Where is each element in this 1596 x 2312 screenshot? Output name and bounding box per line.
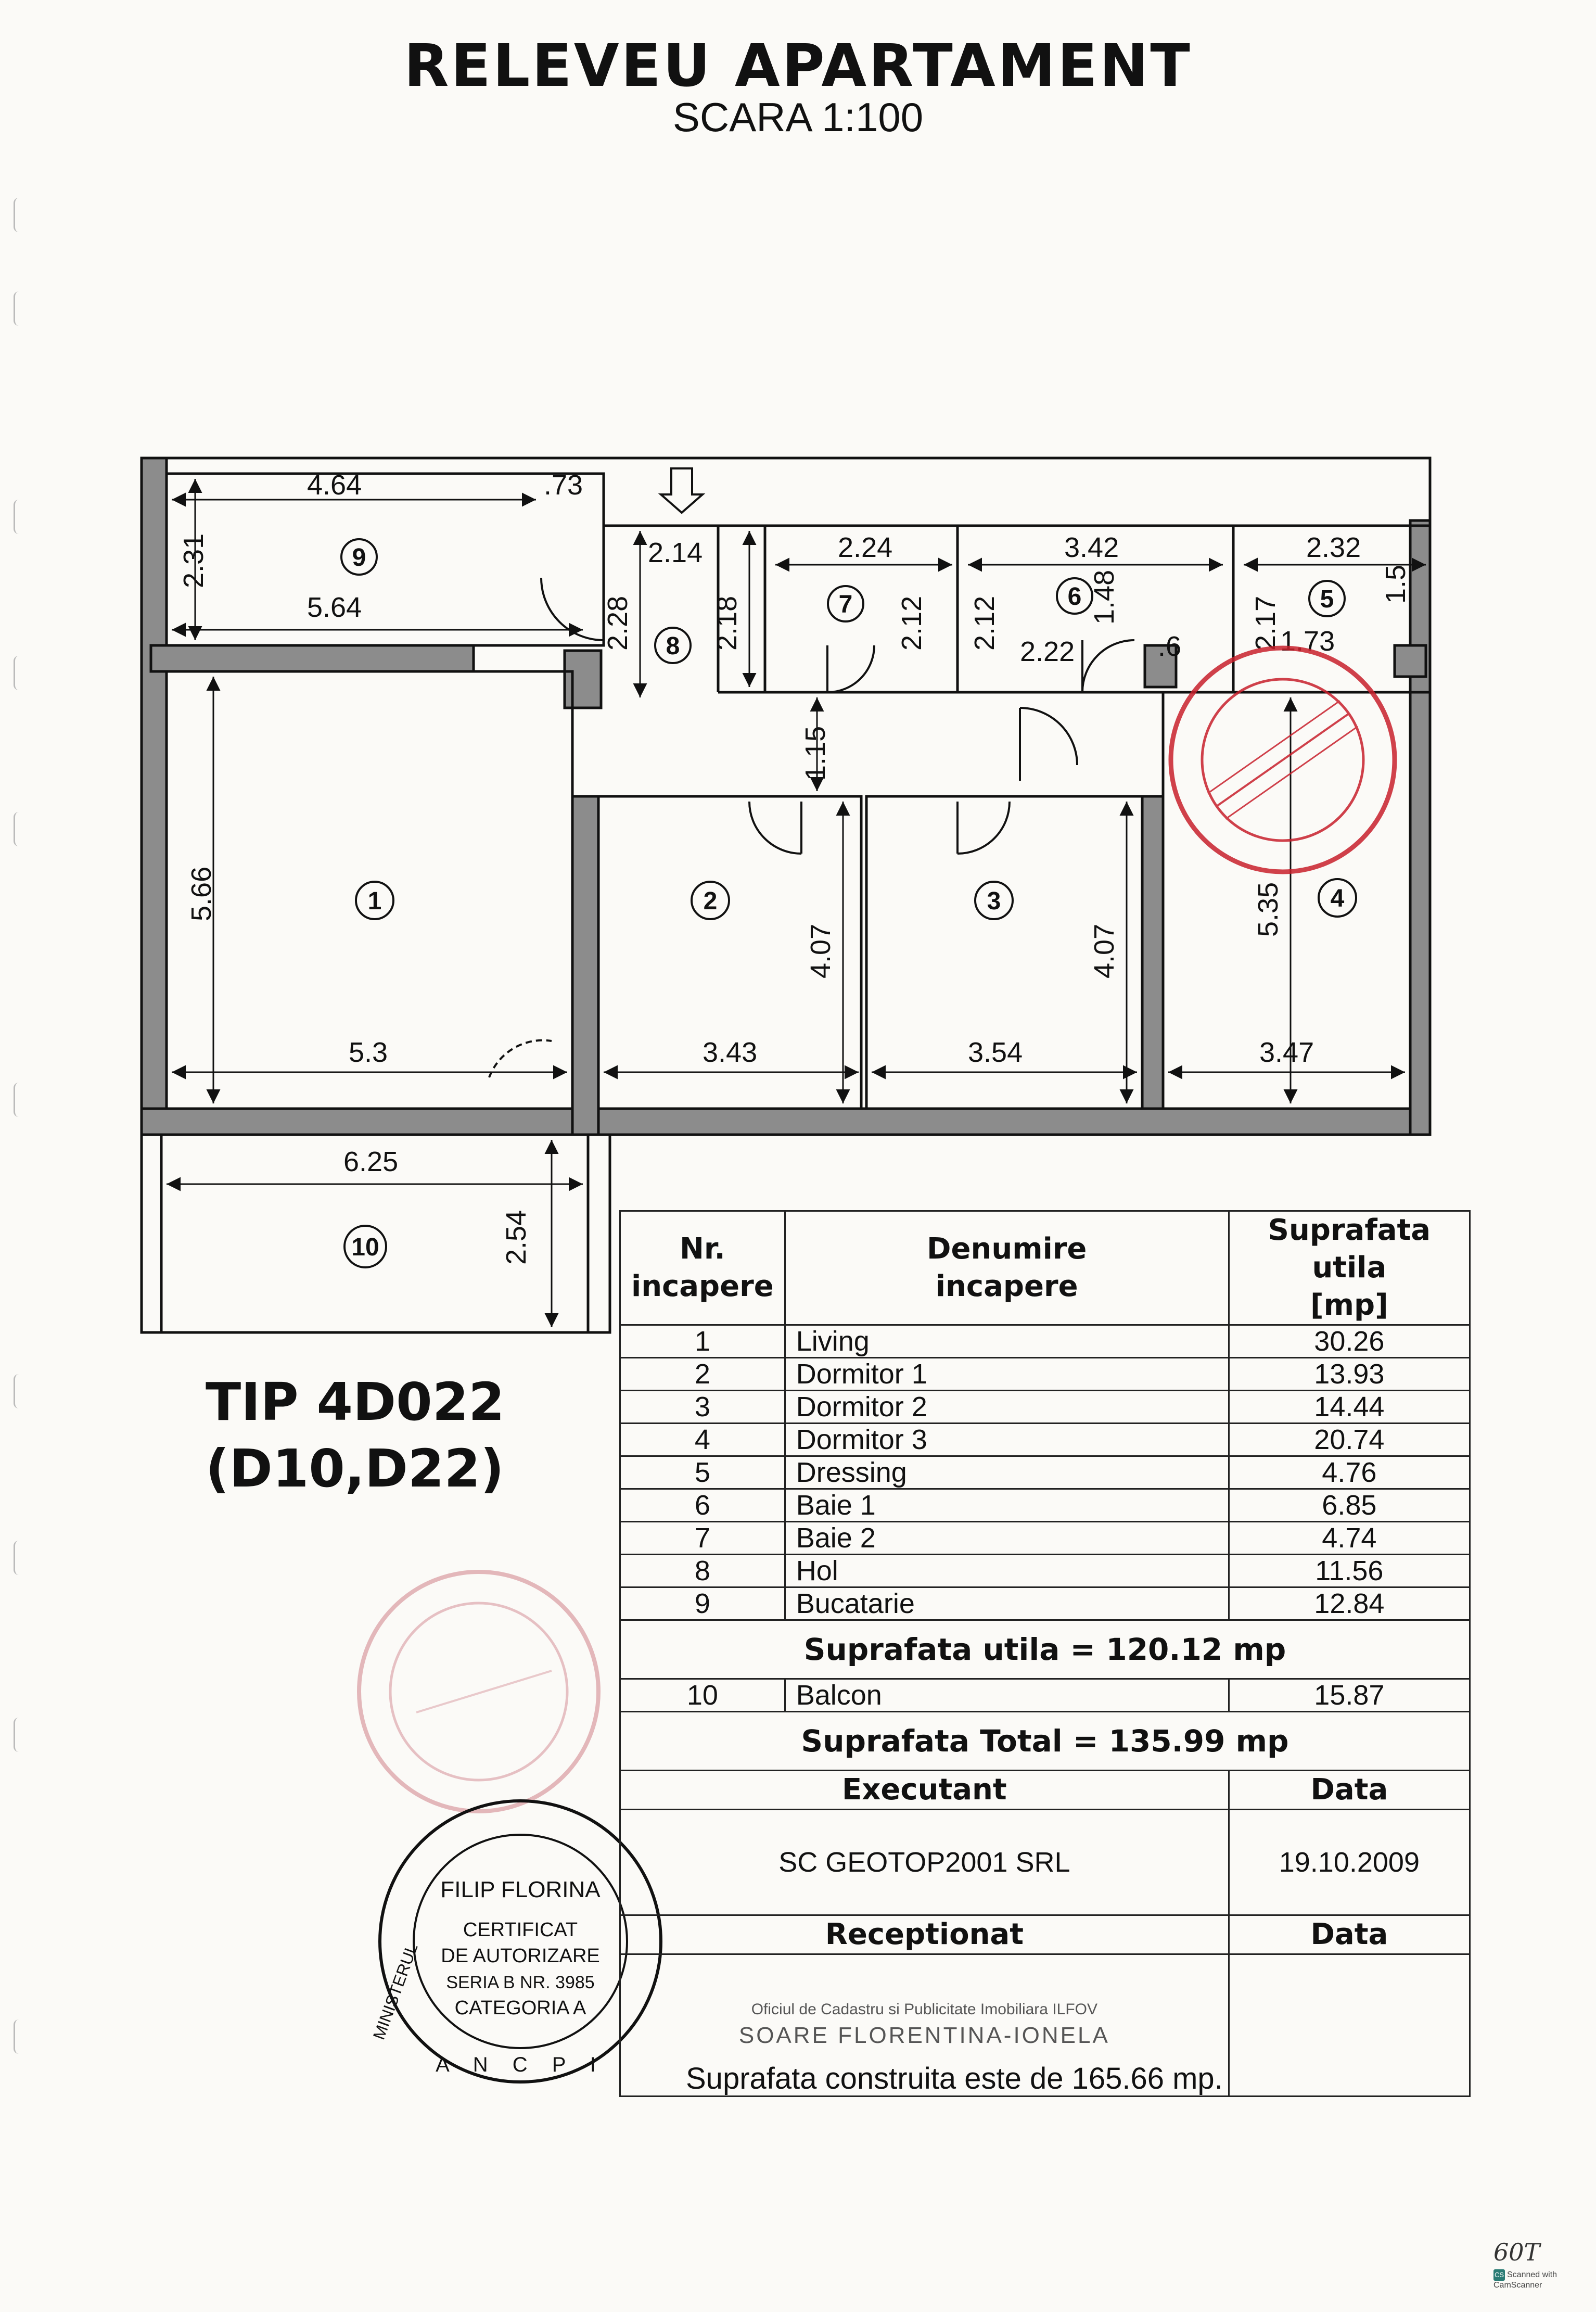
dim-label: 2.31 xyxy=(178,533,209,588)
receptionat-name: SOARE FLORENTINA-IONELA xyxy=(738,2023,1110,2048)
dim-label: 5.64 xyxy=(307,592,362,623)
executant-date-label: Data xyxy=(1229,1771,1470,1810)
dim-label: 3.43 xyxy=(703,1037,758,1068)
dim-label: 4.64 xyxy=(307,469,362,501)
wall xyxy=(142,1109,1430,1135)
built-area-note: Suprafata construita este de 165.66 mp. xyxy=(686,2062,1223,2095)
table-row: 6 Baie 1 6.85 xyxy=(620,1489,1470,1522)
dim-label: 4.07 xyxy=(1089,923,1120,979)
header-area: Suprafata utila [mp] xyxy=(1229,1211,1470,1325)
document-scale: SCARA 1:100 xyxy=(672,94,924,140)
table-row: 8 Hol 11.56 xyxy=(620,1555,1470,1587)
room-3-label: 3 xyxy=(987,887,1001,915)
room-8-label: 8 xyxy=(666,632,680,660)
dim-label: 1.73 xyxy=(1280,626,1335,657)
executant-label: Executant xyxy=(620,1771,1229,1810)
stamp-line4: CATEGORIA A xyxy=(454,1997,586,2019)
receptionat-date xyxy=(1229,1954,1470,2097)
dim-label: 5.66 xyxy=(186,866,217,921)
apartment-type xyxy=(206,1369,505,1502)
executant-row xyxy=(620,1810,1470,1915)
stamp-line2: DE AUTORIZARE xyxy=(441,1945,600,1967)
receptionat-label: Receptionat xyxy=(620,1915,1229,1954)
table-row: 1 Living 30.26 xyxy=(620,1325,1470,1358)
wall xyxy=(565,651,601,708)
table-row: 3 Dormitor 2 14.44 xyxy=(620,1391,1470,1424)
table-row: 2 Dormitor 1 13.93 xyxy=(620,1358,1470,1391)
table-row: 7 Baie 2 4.74 xyxy=(620,1522,1470,1555)
table-row: 4 Dormitor 3 20.74 xyxy=(620,1424,1470,1456)
dim-label: 2.22 xyxy=(1020,636,1075,667)
dim-label: 2.18 xyxy=(711,595,743,651)
dim-label: 2.14 xyxy=(648,537,703,568)
room-9-label: 9 xyxy=(352,544,366,571)
room-4-label: 4 xyxy=(1330,885,1345,912)
document-title: RELEVEU APARTAMENT xyxy=(404,32,1192,100)
scanner-logo-icon: CS xyxy=(1493,2269,1505,2281)
dim-label: 6.25 xyxy=(343,1146,399,1177)
dim-label: 1.5 xyxy=(1380,564,1411,604)
area-table xyxy=(619,1210,1471,2053)
dim-label: 4.07 xyxy=(805,923,836,979)
scanner-watermark xyxy=(1493,2269,1577,2301)
dim-label: 3.54 xyxy=(968,1037,1023,1068)
wall xyxy=(1142,796,1163,1109)
executant-date: 19.10.2009 xyxy=(1229,1810,1470,1915)
wall xyxy=(1410,520,1430,1135)
table-row: 5 Dressing 4.76 xyxy=(620,1456,1470,1489)
wall xyxy=(142,458,167,1135)
punch-hole xyxy=(14,1718,25,1752)
entrance-arrow-icon xyxy=(661,468,703,513)
table-row: 9 Bucatarie 12.84 xyxy=(620,1587,1470,1620)
room-2-label: 2 xyxy=(703,887,718,915)
dim-label: 1.15 xyxy=(800,726,831,781)
scanner-label: Scanned with CamScanner xyxy=(1493,2270,1557,2290)
dim-label: 2.54 xyxy=(501,1210,532,1265)
dim-label: 2.17 xyxy=(1250,595,1281,651)
corner-mark: 60T xyxy=(1493,2238,1540,2266)
dim-label: 5.35 xyxy=(1253,882,1284,937)
header-name: Denumire incapere xyxy=(785,1211,1229,1325)
dim-label: 2.24 xyxy=(838,532,893,563)
grand-total-row xyxy=(620,1712,1470,1771)
room-5-label: 5 xyxy=(1320,586,1334,613)
receptionat-date-label: Data xyxy=(1229,1915,1470,1954)
executant-value: SC GEOTOP2001 SRL xyxy=(620,1810,1229,1915)
wall xyxy=(1395,645,1426,677)
dim-label: 2.32 xyxy=(1306,532,1361,563)
apartment-type-line2: (D10,D22) xyxy=(206,1438,504,1499)
stamp-ring-bottom: A N C P I xyxy=(436,2053,605,2076)
cadastre-stamp xyxy=(1171,648,1395,872)
stamp-ring-left: MINISTERUL xyxy=(369,1941,422,2042)
receptionat-header-row xyxy=(620,1915,1470,1954)
room-6-label: 6 xyxy=(1067,583,1082,611)
dim-label: 3.47 xyxy=(1259,1037,1314,1068)
receptionat-office: Oficiul de Cadastru si Publicitate Imobiliara ILFOV xyxy=(751,2001,1097,2018)
stamp-line1: CERTIFICAT xyxy=(463,1919,578,1941)
useful-total-row xyxy=(620,1620,1470,1679)
dim-label: .6 xyxy=(1158,631,1182,662)
room-1-label: 1 xyxy=(367,887,382,915)
room-7-label: 7 xyxy=(838,591,853,618)
dim-label: .73 xyxy=(544,469,583,501)
apartment-type-line1: TIP 4D022 xyxy=(206,1371,505,1432)
grand-total: Suprafata Total = 135.99 mp xyxy=(620,1712,1470,1771)
wall xyxy=(151,645,474,671)
dim-label: 1.48 xyxy=(1089,569,1120,625)
table-header-row xyxy=(620,1211,1470,1325)
dim-label: 5.3 xyxy=(349,1037,388,1068)
useful-total: Suprafata utila = 120.12 mp xyxy=(620,1620,1470,1679)
stamp-line3: SERIA B NR. 3985 xyxy=(446,1973,595,1992)
punch-hole xyxy=(14,2019,25,2054)
dim-label: 2.12 xyxy=(969,595,1000,651)
dim-label: 2.28 xyxy=(602,595,633,651)
wall xyxy=(572,796,598,1135)
dim-label: 2.12 xyxy=(896,595,927,651)
punch-hole xyxy=(14,1541,25,1575)
table-row: 10 Balcon 15.87 xyxy=(620,1679,1470,1712)
room-10-label: 10 xyxy=(351,1234,379,1261)
dim-label: 3.42 xyxy=(1064,532,1119,563)
executant-header-row xyxy=(620,1771,1470,1810)
stamp-name: FILIP FLORINA xyxy=(440,1877,601,1902)
header-nr: Nr. incapere xyxy=(620,1211,785,1325)
